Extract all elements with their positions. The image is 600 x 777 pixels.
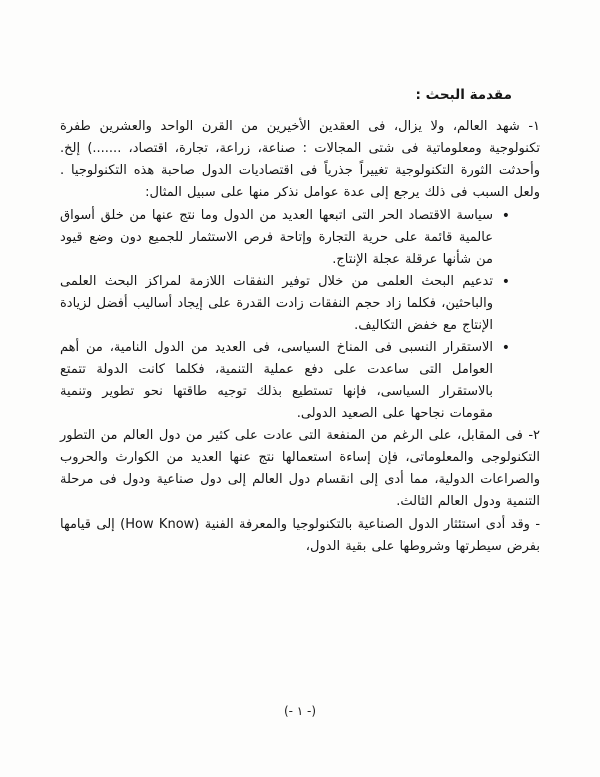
list-item: • سياسة الاقتصاد الحر التى اتبعها العديد من الدول وما نتج عنها من خلق أسواق عالمية قائمة على حرية التجارة وإتاحة فرص الاستثمار للجميع دون وضع قيود من شأنها عرقلة عجلة الإنتاج. bbox=[60, 205, 510, 271]
intro-paragraph-1: ١- شهد العالم، ولا يزال، فى العقدين الأخيرين من القرن الواحد والعشرين طفرة تكنولوجية ومعلوماتية فى شتى المجالات : صناعة، زراعة، تجارة، اقتصاد، .......) إلخ. وأحدثت الثورة التكنولوجية تغييراً جذرياً فى اقتصاديات الدول صاحبة هذه التكنولوجيا . ولعل السبب فى ذلك يرجع إلى عدة عوامل نذكر منها على سبيل المثال: bbox=[60, 119, 540, 200]
page-title: مقدمة البحث : bbox=[415, 87, 512, 103]
bullet-list bbox=[60, 205, 510, 425]
intro-paragraph-3: - وقد أدى استئثار الدول الصناعية بالتكنولوجيا والمعرفة الفنية (How Know) إلى قيامها بفرض سيطرتها وشروطها على بقية الدول، bbox=[60, 517, 541, 554]
intro-paragraph-2: ٢- فى المقابل، على الرغم من المنفعة التى عادت على كثير من دول العالم من التطور التكنولوجى والمعلوماتى، فإن إساءة استعمالها نتج عنها العديد من الكوارث والحروب والصراعات الدولية، مما أدى إلى انقسام دول العالم إلى دول صناعية ودول فى مرحلة التنمية ودول العالم الثالث. bbox=[60, 428, 540, 509]
list-item: • تدعيم البحث العلمى من خلال توفير النفقات اللازمة لمراكز البحث العلمى والباحثين، فكلما زاد حجم النفقات زادت القدرة على إيجاد أساليب أفضل لزيادة الإنتاج مع خفض التكاليف. bbox=[60, 271, 510, 337]
page-number: (- ١ -) bbox=[283, 704, 317, 718]
list-item: • الاستقرار النسبى فى المناخ السياسى، فى العديد من الدول النامية، من أهم العوامل التى ساعدت على دفع عملية التنمية، فكلما كانت الدولة تتمتع بالاستقرار السياسى، فإنها تستطيع بذلك توجيه طاقتها نحو تطوير وتنمية مقومات نجاحها على الصعيد الدولى. bbox=[60, 337, 510, 425]
document-body bbox=[60, 84, 540, 559]
